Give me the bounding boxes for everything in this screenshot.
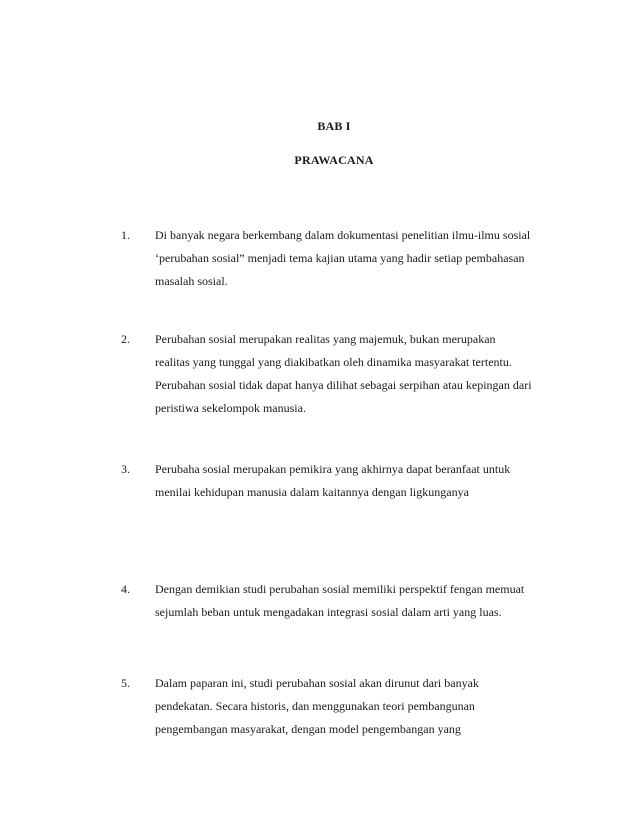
list-item-number: 2. (121, 332, 130, 346)
list-item (121, 328, 561, 420)
list-item-line: menilai kehidupan manusia dalam kaitannya dengan ligkunganya (155, 485, 469, 499)
list-item-line: peristiwa sekelompok manusia. (155, 401, 306, 415)
list-item (121, 672, 561, 741)
list-item-line: sejumlah beban untuk mengadakan integrasi sosial dalam arti yang luas. (155, 605, 502, 619)
list-item-line: Dengan demikian studi perubahan sosial memiliki perspektif fengan memuat (155, 582, 525, 596)
list-item-line: ‘perubahan sosial” menjadi tema kajian utama yang hadir setiap pembahasan (155, 251, 525, 265)
list-item (121, 458, 561, 504)
list-item-line: masalah sosial. (155, 274, 228, 288)
list-item (121, 224, 561, 293)
list-item-line: Perubahan sosial merupakan realitas yang majemuk, bukan merupakan (155, 332, 496, 346)
list-item-line: Dalam paparan ini, studi perubahan sosial akan dirunut dari banyak (155, 676, 479, 690)
list-item-line: Perubahan sosial tidak dapat hanya dilihat sebagai serpihan atau kepingan dari (155, 378, 532, 392)
chapter-title: PRAWACANA (294, 153, 374, 167)
list-item (121, 578, 561, 624)
list-item-line: Perubaha sosial merupakan pemikira yang akhirnya dapat beranfaat untuk (155, 462, 511, 476)
list-item-line: realitas yang tunggal yang diakibatkan oleh dinamika masyarakat tertentu. (155, 355, 512, 369)
list-item-number: 1. (121, 228, 130, 242)
list-item-number: 4. (121, 582, 130, 596)
list-item-line: pengembangan masyarakat, dengan model pengembangan yang (155, 722, 461, 736)
list-item-line: Di banyak negara berkembang dalam dokumentasi penelitian ilmu-ilmu sosial (155, 228, 531, 242)
list-item-number: 3. (121, 462, 130, 476)
chapter-heading: BAB I (317, 119, 351, 133)
list-item-number: 5. (121, 676, 130, 690)
list-item-line: pendekatan. Secara historis, dan menggunakan teori pembangunan (155, 699, 475, 713)
